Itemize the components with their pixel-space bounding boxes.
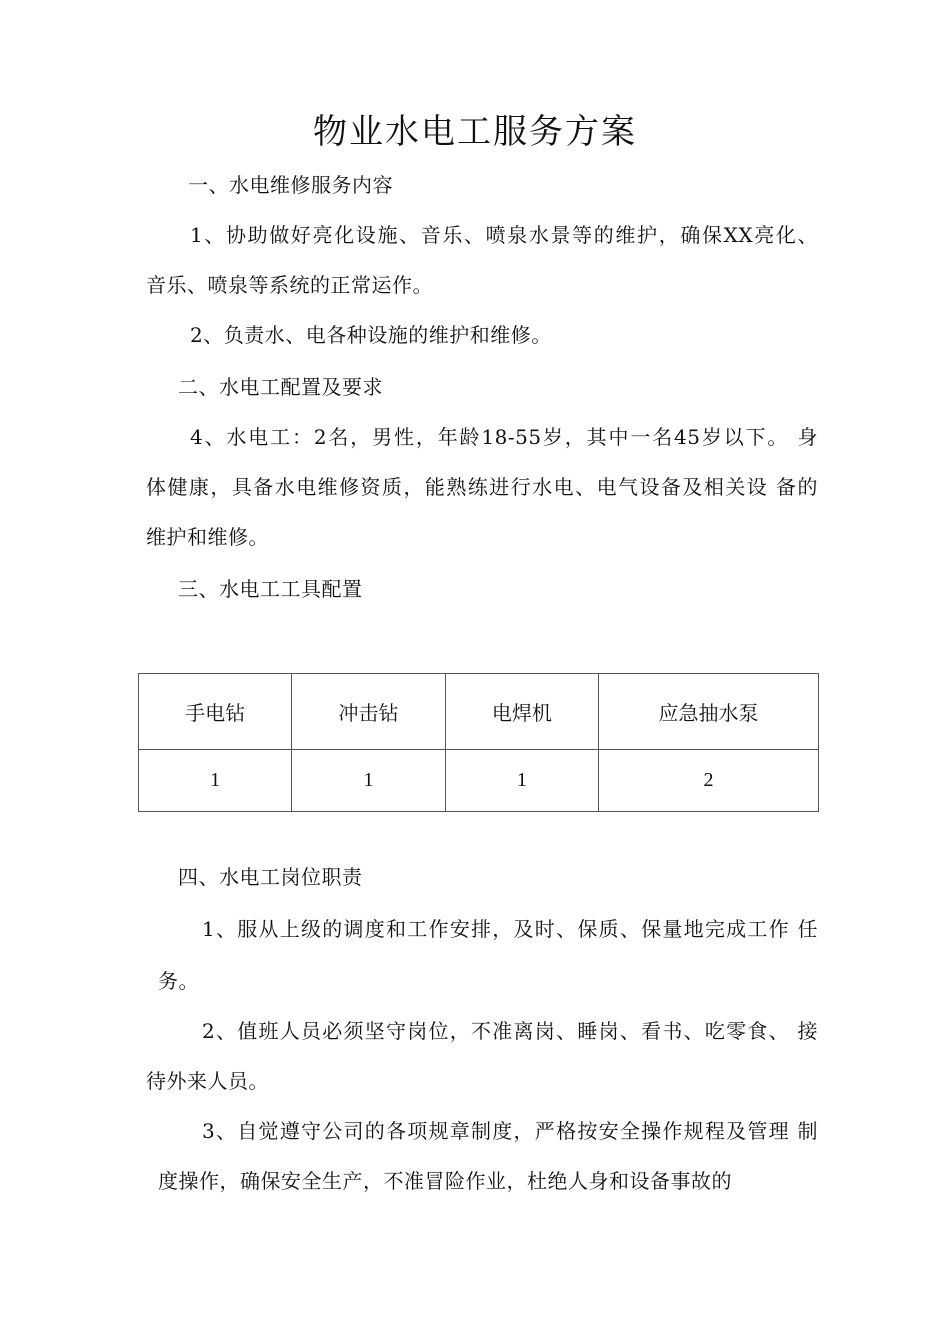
document-title: 物业水电工服务方案 [313,112,637,152]
section-1-heading: 一、水电维修服务内容 [188,173,393,197]
section-1-item-1-line-1: 1、协助做好亮化设施、音乐、喷泉水景等的维护，确保XX亮化、 [190,223,818,247]
tools-value-cell: 2 [599,750,819,812]
tools-value-cell: 1 [292,750,445,812]
section-2-heading: 二、水电工配置及要求 [178,375,383,399]
tools-table-value-row [139,750,819,812]
section-4-heading: 四、水电工岗位职责 [178,865,363,889]
tools-table [138,673,819,812]
tools-header-cell: 手电钻 [139,674,292,750]
tools-header-cell: 电焊机 [445,674,598,750]
section-1-item-2: 2、负责水、电各种设施的维护和维修。 [190,323,552,347]
section-1-item-1-line-2: 音乐、喷泉等系统的正常运作。 [146,273,433,297]
section-2-item-4-line-2: 体健康，具备水电维修资质，能熟练进行水电、电气设备及相关设 备的 [146,475,818,499]
section-4-item-2-line-2: 待外来人员。 [146,1069,269,1093]
tools-value-cell: 1 [139,750,292,812]
section-2-item-4-line-3: 维护和维修。 [146,525,269,549]
section-2-item-4-line-1: 4、水电工：2名，男性，年龄18-55岁，其中一名45岁以下。 身 [190,425,818,449]
tools-header-cell: 应急抽水泵 [599,674,819,750]
section-4-item-3-line-1: 3、自觉遵守公司的各项规章制度，严格按安全操作规程及管理 制 [202,1119,818,1143]
section-4-item-1-line-1: 1、服从上级的调度和工作安排，及时、保质、保量地完成工作 任 [202,917,818,941]
section-4-item-3-line-2: 度操作，确保安全生产，不准冒险作业，杜绝人身和设备事故的 [158,1169,732,1193]
section-3-heading: 三、水电工工具配置 [178,577,363,601]
tools-header-cell: 冲击钻 [292,674,445,750]
section-4-item-1-line-2: 务。 [158,969,199,993]
tools-value-cell: 1 [445,750,598,812]
tools-table-header-row [139,674,819,750]
section-4-item-2-line-1: 2、值班人员必须坚守岗位，不准离岗、睡岗、看书、吃零食、 接 [202,1019,818,1043]
